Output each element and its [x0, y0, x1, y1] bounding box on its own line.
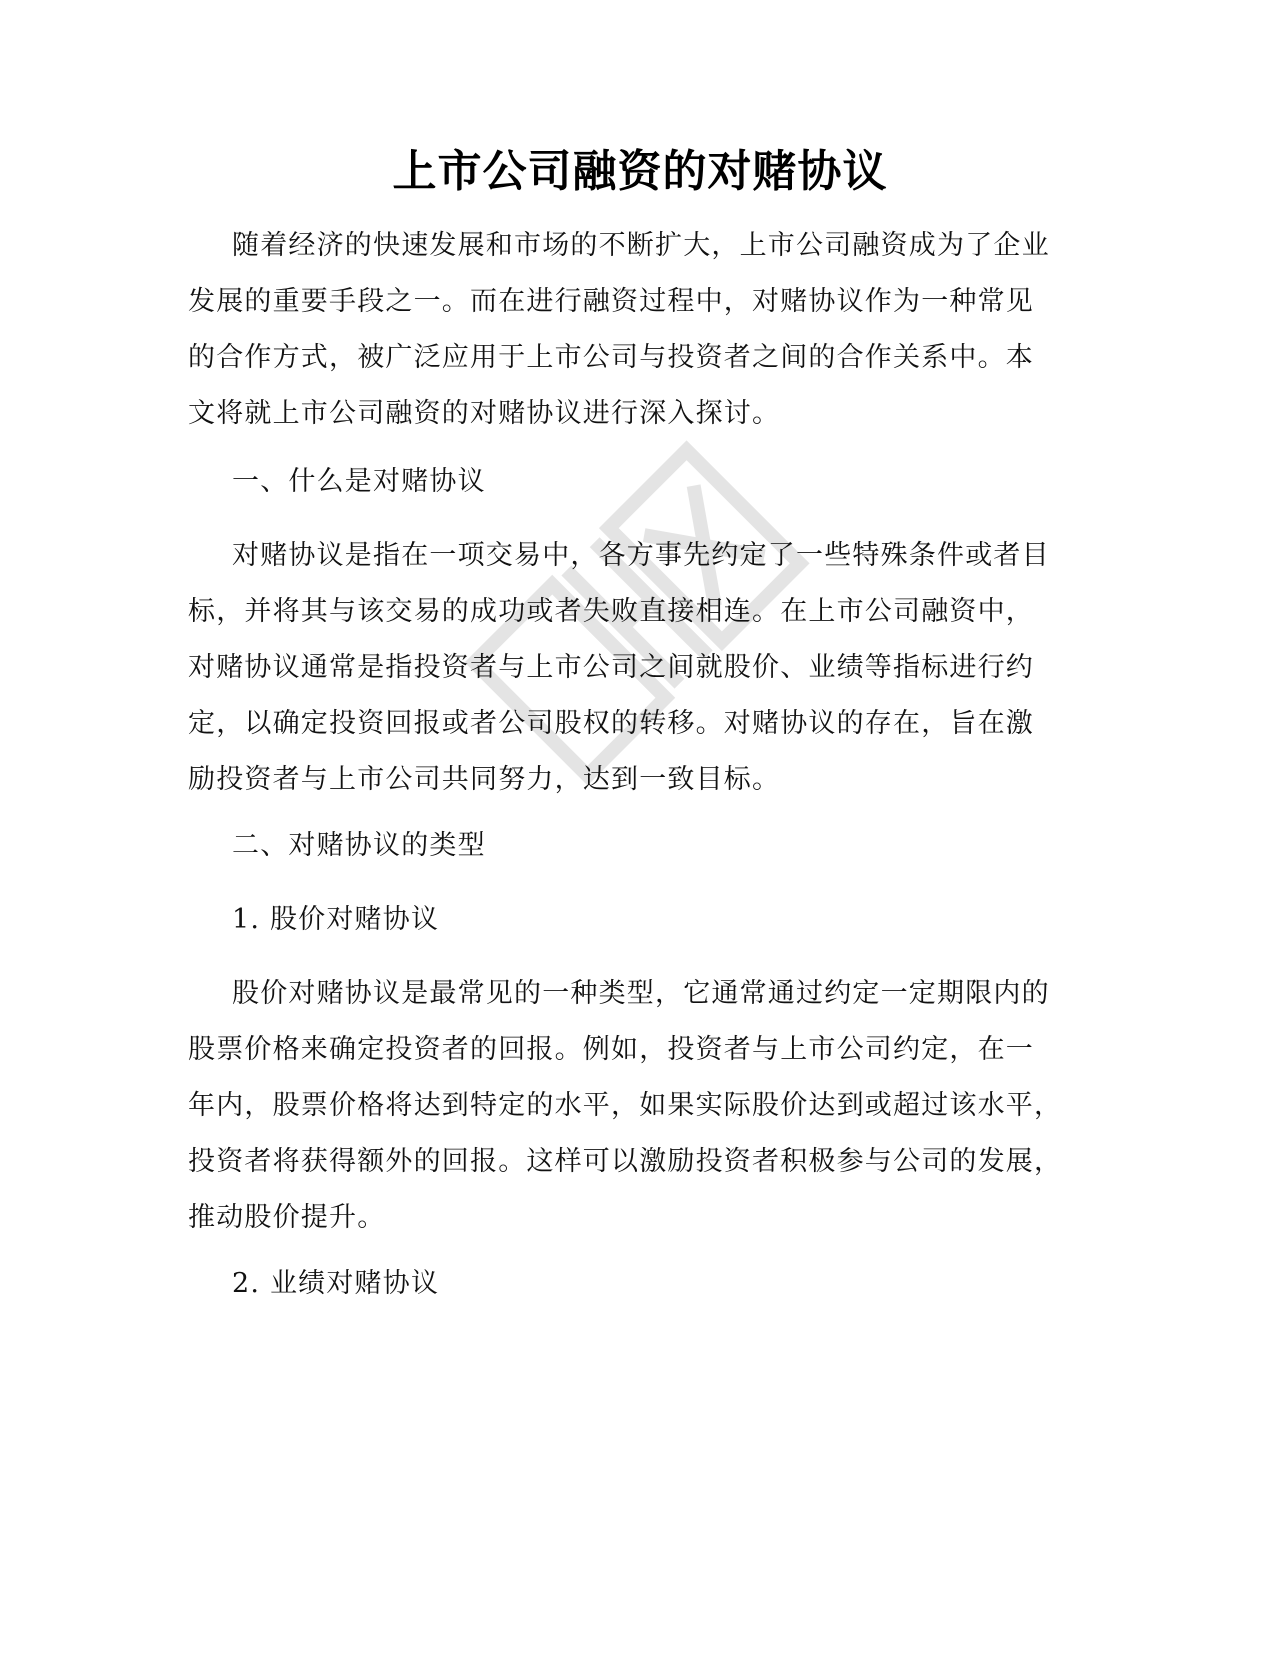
paragraph-line: 对赌协议通常是指投资者与上市公司之间就股价、业绩等指标进行约 — [188, 652, 1034, 683]
paragraph-line: 标，并将其与该交易的成功或者失败直接相连。在上市公司融资中， — [188, 596, 1034, 627]
intro-paragraph — [188, 218, 1108, 442]
subheading-performance: 2. 业绩对赌协议 — [232, 1268, 440, 1299]
paragraph-line: 文将就上市公司融资的对赌协议进行深入探讨。 — [188, 398, 781, 429]
subheading-stock-price: 1. 股价对赌协议 — [232, 904, 440, 935]
paragraph-line: 励投资者与上市公司共同努力，达到一致目标。 — [188, 764, 781, 795]
paragraph-line: 的合作方式，被广泛应用于上市公司与投资者之间的合作关系中。本 — [188, 342, 1034, 373]
document-title: 上市公司融资的对赌协议 — [392, 146, 888, 197]
paragraph-line: 股价对赌协议是最常见的一种类型，它通常通过约定一定期限内的 — [232, 978, 1050, 1009]
paragraph-line: 股票价格来确定投资者的回报。例如，投资者与上市公司约定，在一 — [188, 1034, 1034, 1065]
paragraph-line: 定，以确定投资回报或者公司股权的转移。对赌协议的存在，旨在激 — [188, 708, 1034, 739]
section-heading-types: 二、对赌协议的类型 — [232, 830, 486, 861]
definition-paragraph — [188, 528, 1108, 808]
stock-price-paragraph — [188, 966, 1108, 1246]
section-heading-what-is: 一、什么是对赌协议 — [232, 466, 486, 497]
paragraph-line: 投资者将获得额外的回报。这样可以激励投资者积极参与公司的发展， — [188, 1146, 1063, 1177]
paragraph-line: 发展的重要手段之一。而在进行融资过程中，对赌协议作为一种常见 — [188, 286, 1034, 317]
paragraph-line: 年内，股票价格将达到特定的水平，如果实际股价达到或超过该水平， — [188, 1090, 1063, 1121]
paragraph-line: 推动股价提升。 — [188, 1202, 386, 1233]
paragraph-line: 随着经济的快速发展和市场的不断扩大，上市公司融资成为了企业 — [232, 230, 1050, 261]
paragraph-line: 对赌协议是指在一项交易中，各方事先约定了一些特殊条件或者目 — [232, 540, 1050, 571]
